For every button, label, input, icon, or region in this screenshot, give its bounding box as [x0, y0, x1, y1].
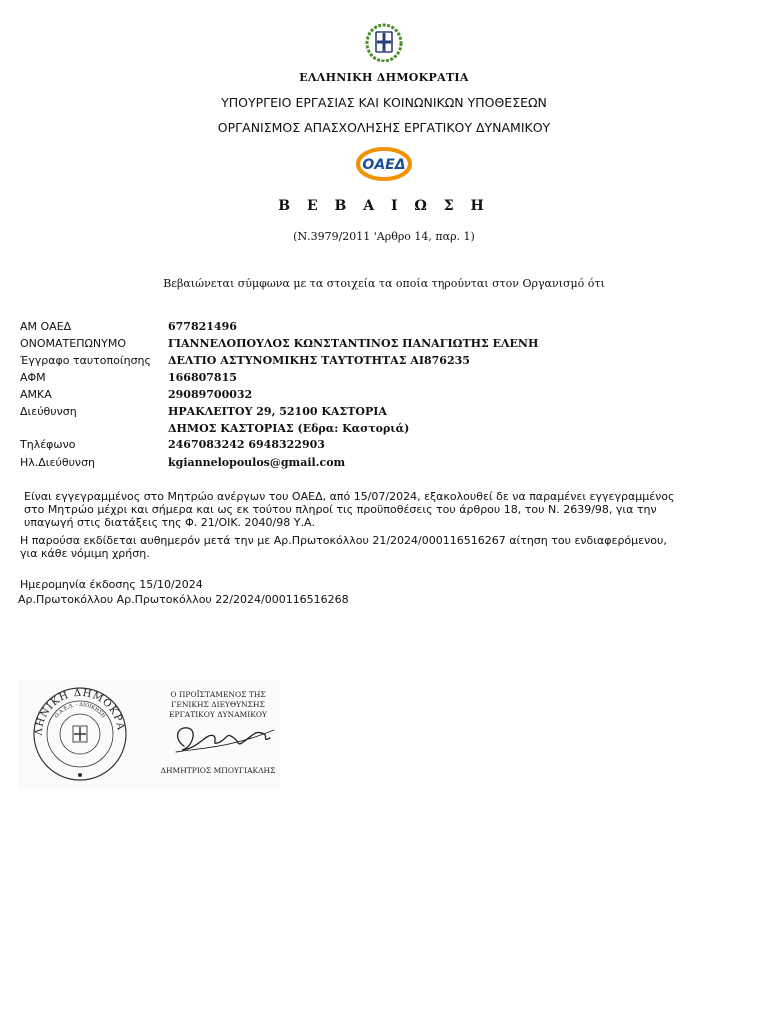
greek-emblem-icon [364, 22, 404, 62]
field-label: ΑΦΜ [20, 371, 46, 384]
signature-block [18, 680, 280, 790]
field-label: Τηλέφωνο [20, 438, 76, 451]
handwritten-signature [170, 718, 280, 758]
body-line: για κάθε νόμιμη χρήση. [20, 547, 150, 560]
field-label: ΑΜ ΟΑΕΔ [20, 320, 72, 333]
field-value: ΗΡΑΚΛΕΙΤΟΥ 29, 52100 ΚΑΣΤΟΡΙΑ [168, 405, 387, 418]
body-line: Η παρούσα εκδίδεται αυθημερόν μετά την με Αρ.Πρωτοκόλλου 21/2024/000116516267 αίτηση του ενδιαφερόμενου, [20, 534, 667, 547]
body-line: στο Μητρώο μέχρι και σήμερα και ως εκ τούτου πληροί τις προϋποθέσεις του άρθρου 18, του Ν. 2639/98, για την [24, 503, 657, 516]
oaed-logo [356, 146, 412, 182]
body-line: Είναι εγγεγραμμένος στο Μητρώο ανέργων του ΟΑΕΔ, από 15/07/2024, εξακολουθεί δε να παραμένει εγγεγραμμένος [24, 490, 675, 503]
field-value: kgiannelopoulos@gmail.com [168, 456, 346, 469]
republic-heading: ΕΛΛΗΝΙΚΗ ΔΗΜΟΚΡΑΤΙΑ [299, 71, 469, 84]
field-value: 2467083242 6948322903 [168, 438, 325, 451]
field-value: ΔΕΛΤΙΟ ΑΣΤΥΝΟΜΙΚΗΣ ΤΑΥΤΟΤΗΤΑΣ ΑΙ876235 [168, 354, 470, 367]
official-seal-icon [30, 682, 130, 782]
field-value: ΔΗΜΟΣ ΚΑΣΤΟΡΙΑΣ (Εδρα: Καστοριά) [168, 422, 410, 435]
signatory-name: ΔΗΜΗΤΡΙΟΣ ΜΠΟΥΓΙΑΚΛΗΣ [160, 766, 276, 775]
intro-text: Βεβαιώνεται σύμφωνα με τα στοιχεία τα οποία τηρούνται στον Οργανισμό ότι [163, 277, 605, 290]
signatory-role-line: ΕΡΓΑΤΙΚΟΥ ΔΥΝΑΜΙΚΟΥ [169, 710, 267, 719]
field-label: ΟΝΟΜΑΤΕΠΩΝΥΜΟ [20, 337, 127, 350]
ministry-heading: ΥΠΟΥΡΓΕΙΟ ΕΡΓΑΣΙΑΣ ΚΑΙ ΚΟΙΝΩΝΙΚΩΝ ΥΠΟΘΕΣΕΩΝ [221, 95, 547, 110]
organization-heading: ΟΡΓΑΝΙΣΜΟΣ ΑΠΑΣΧΟΛΗΣΗΣ ΕΡΓΑΤΙΚΟΥ ΔΥΝΑΜΙΚΟΥ [217, 120, 551, 135]
document-title: Β Ε Β Α Ι Ω Σ Η [278, 198, 490, 214]
signatory-role-line: ΓΕΝΙΚΗΣ ΔΙΕΥΘΥΝΣΗΣ [171, 700, 265, 709]
field-label: Ηλ.Διεύθυνση [20, 456, 96, 469]
issue-date: Ημερομηνία έκδοσης 15/10/2024 [20, 578, 203, 591]
field-value: 29089700032 [168, 388, 253, 401]
field-value: 166807815 [168, 371, 237, 384]
field-value: 677821496 [168, 320, 237, 333]
field-value: ΓΙΑΝΝΕΛΟΠΟΥΛΟΣ ΚΩΝΣΤΑΝΤΙΝΟΣ ΠΑΝΑΓΙΩΤΗΣ ΕΛΕΝΗ [168, 337, 539, 350]
body-line: υπαγωγή στις διατάξεις της Φ. 21/ΟΙΚ. 2040/98 Υ.Α. [24, 516, 315, 529]
svg-text:ΕΛΛΗΝΙΚΗ ΔΗΜΟΚΡΑΤΙΑ: ΛΗΝΙΚΗ ΔΗΜΟΚΡΑ [33, 687, 126, 736]
field-label: Διεύθυνση [20, 405, 77, 418]
svg-text:ΟΑΕΔ: ΟΑΕΔ [362, 157, 406, 173]
signatory-role-line: Ο ΠΡΟΪΣΤΑΜΕΝΟΣ ΤΗΣ [170, 690, 266, 699]
registration-statement [24, 490, 749, 529]
field-label: Έγγραφο ταυτοποίησης [20, 354, 151, 367]
svg-text:Ο.Α.Ε.Δ. - ΔΙΟΙΚΗΣΗ: Ο.Α.Ε.Δ. - ΔΙΟΙΚΗΣΗ [53, 701, 107, 720]
protocol-number: Αρ.Πρωτοκόλλου Αρ.Πρωτοκόλλου 22/2024/000116516268 [18, 593, 349, 606]
field-label: ΑΜΚΑ [20, 388, 52, 401]
issuance-statement [20, 534, 745, 560]
law-reference: (Ν.3979/2011 'Αρθρο 14, παρ. 1) [293, 230, 475, 243]
